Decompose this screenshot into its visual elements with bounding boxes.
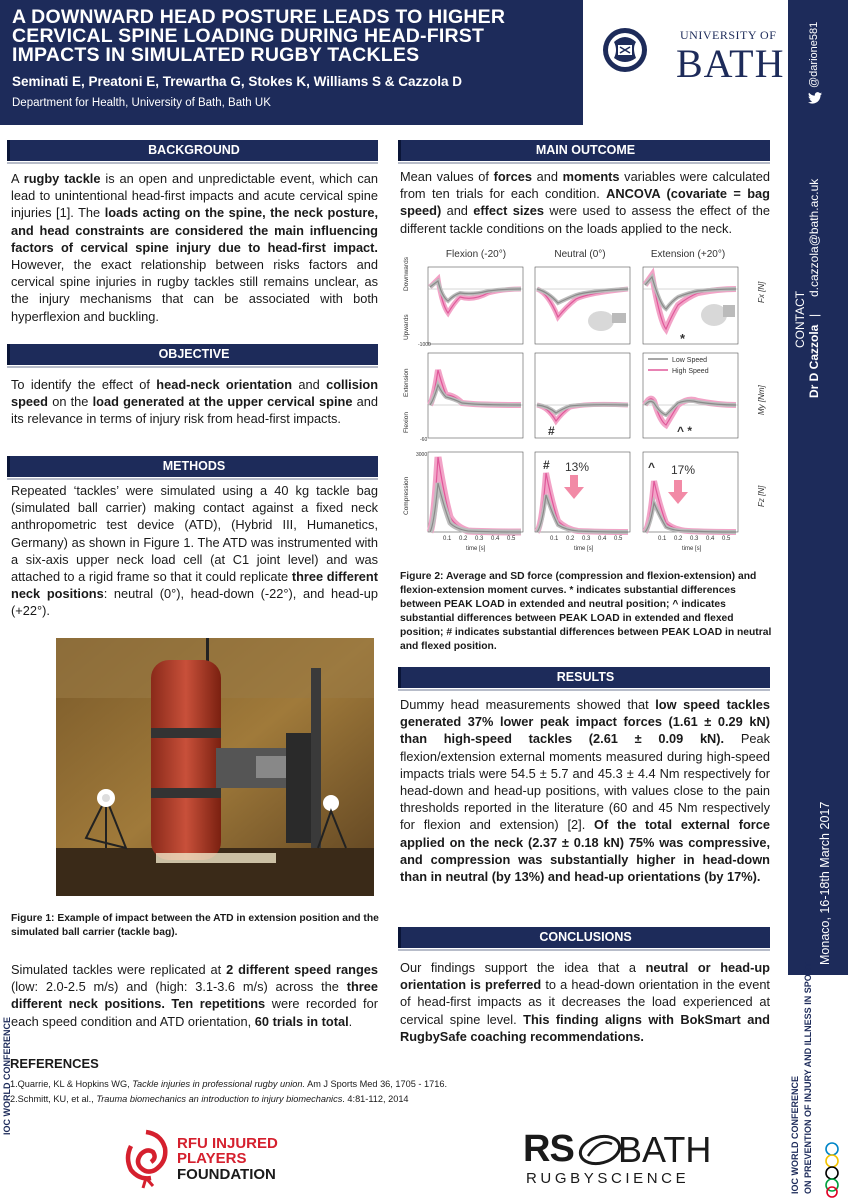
row2-quantity-label: My [Nm]: [757, 385, 766, 415]
svg-text:0.4: 0.4: [706, 536, 715, 542]
twitter-handle[interactable]: @darione581: [808, 21, 820, 88]
methods-text-2: Simulated tackles were replicated at 2 different speed ranges (low: 2.0-2.5 m/s) and (high: 3.1-3.6 m/s) across the three different neck positions. Ten repetitions were recorded for each speed condition and ATD orientation, 60 trials in total.: [11, 962, 378, 1029]
reference-2: 2.Schmitt, KU, et al., Trauma biomechanics an introduction to injury biomechanics. 4:81-112, 2014: [10, 1094, 409, 1104]
mark-hash-neutral: #: [548, 424, 555, 438]
legend: [648, 357, 709, 375]
event-date: Monaco, 16-18th March 2017: [818, 801, 832, 965]
row3-label-compression: Compression: [403, 476, 410, 515]
reference-1: 1.Quarrie, KL & Hopkins WG, Tackle injuries in professional rugby union. Am J Sports Med 36, 1705 - 1716.: [10, 1079, 447, 1089]
mark-caret: ^: [648, 460, 656, 474]
contact-sideband: [788, 0, 848, 975]
title-line-3: IMPACTS IN SIMULATED RUGBY TACKLES: [12, 44, 420, 66]
row3-quantity-label: Fz [N]: [757, 485, 766, 507]
row-fx-panels: [428, 267, 738, 346]
section-header-results: RESULTS: [398, 667, 770, 688]
svg-text:0.1: 0.1: [550, 536, 559, 542]
figure-2-caption: Figure 2: Average and SD force (compression and flexion-extension) and flexion-extension moment curves. * indicates substantial differences between PEAK LOAD in extended and neutral position; ^ indicates substantial differences between PEAK LOAD in extended and flexed position; # indicates substantial differences between PEAK LOAD in neutral and flexed position.: [400, 571, 772, 652]
svg-text:0.4: 0.4: [491, 536, 500, 542]
svg-text:0.3: 0.3: [690, 536, 699, 542]
column-title-flexion: Flexion (-20°): [445, 249, 507, 260]
row3-tick-top: 3000: [416, 452, 428, 458]
mark-hash-fz: #: [543, 458, 550, 472]
row1-tick-bottom: -1000: [418, 342, 431, 348]
x-axis-label-3: time [s]: [682, 546, 702, 552]
objective-text: To identify the effect of head-neck orientation and collision speed on the load generated at the upper cervical spine and its relevance in terms of injury risk from head-first impacts.: [11, 377, 379, 427]
poster-title: [12, 8, 571, 65]
svg-text:0.3: 0.3: [475, 536, 484, 542]
mark-caret-star: ^ *: [677, 424, 693, 438]
legend-high-speed: High Speed: [672, 368, 709, 375]
figure-1-photo: [56, 638, 374, 896]
section-header-main-outcome: MAIN OUTCOME: [398, 140, 770, 161]
section-header-objective: OBJECTIVE: [7, 344, 378, 365]
main-outcome-text: Mean values of forces and moments variables were calculated from ten trials for each condition. ANCOVA (covariate = bag speed) and effect sizes were used to assess the effect of the different tackle conditions on the loads applied to the neck.: [400, 169, 771, 236]
conference-line-1: IOC WORLD CONFERENCE: [2, 1017, 12, 1135]
pct-extension: 17%: [671, 463, 696, 477]
section-header-conclusions: CONCLUSIONS: [398, 927, 770, 948]
svg-text:0.5: 0.5: [507, 536, 516, 542]
contact-label: CONTACT: [793, 290, 807, 348]
title-line-1: A DOWNWARD HEAD POSTURE LEADS TO HIGHER: [12, 6, 506, 28]
row2-label-extension: Extension: [403, 368, 410, 397]
rfu-rose-icon: [121, 1128, 171, 1190]
methods-text: Repeated ‘tackles’ were simulated using a 40 kg tackle bag (simulated ball carrier) making contact against a fixed neck anthropometric test device (ATD), (Hybrid III, Humanetics, Germany) as shown in Figure 1. The ATD was instrumented with a six-axis upper neck load cell (at C1 joint level) and was attached to a rigid frame so that it could replicate three different neck positions: neutral (0°), head-down (-22°), and head-up (+22°).: [11, 483, 378, 619]
row1-label-upwards: Upwards: [403, 314, 410, 340]
svg-text:0.5: 0.5: [614, 536, 623, 542]
background-text: A rugby tackle is an open and unpredictable event, which can lead to unintentional head-first impacts and acute cervical spine injuries [1]. The loads acting on the spine, the neck posture, and head constraints are considered the main influencing factors of cervical spine injury due to head-first impact. However, the exact relationship between risks factors and cervical spine injuries in rugby tackles still remains unclear, as the injury mechanisms that can be associated with both hyperflexion and buckling.: [11, 171, 379, 324]
row2-label-flexion: Flexion: [403, 412, 410, 433]
rugby-ball-icon: [578, 1134, 623, 1166]
rs-logo-letters: RS: [523, 1128, 574, 1170]
title-line-2: CERVICAL SPINE LOADING DURING HEAD-FIRST: [12, 25, 485, 47]
rs-logo-subtitle: RUGBYSCIENCE: [526, 1170, 690, 1187]
svg-text:0.3: 0.3: [582, 536, 591, 542]
arrow-down-icon: [564, 475, 584, 499]
pct-neutral: 13%: [565, 460, 590, 474]
conclusions-text: Our findings support the idea that a neutral or head-up orientation is preferred to a head-down orientation in the event of head-first impacts as it decreases the load experienced at cervical spine level. This finding aligns with BokSmart and RugbySafe coaching recommendations.: [400, 960, 770, 1044]
conference-title-2: ON PREVENTION OF INJURY AND ILLNESS IN SPORT: [803, 962, 813, 1194]
row-fz-panels: [428, 452, 738, 532]
svg-text:0.4: 0.4: [598, 536, 607, 542]
bath-wordmark: BATH: [676, 41, 785, 86]
column-title-neutral: Neutral (0°): [554, 249, 606, 260]
figure-1-caption: Figure 1: Example of impact between the ATD in extension position and the simulated ball carrier (tackle bag).: [11, 913, 379, 938]
row-my-panels: [428, 353, 738, 438]
svg-text:0.2: 0.2: [566, 536, 575, 542]
svg-text:0.1: 0.1: [443, 536, 452, 542]
rfu-text-2: PLAYERS: [177, 1150, 247, 1167]
university-of-label: UNIVERSITY OF: [680, 28, 777, 42]
references-title: REFERENCES: [10, 1056, 99, 1071]
poster-header: [0, 0, 583, 125]
results-text: Dummy head measurements showed that low speed tackles generated 37% lower peak impact forces (1.61 ± 0.29 kN) than high-speed tackles (2.61 ± 0.09 kN). Peak flexion/extension external moments measured during high-speed impacts trials were 54.5 ± 5.7 and 45.3 ± 4.4 Nm respectively for head-down and head-up positions, with values close to the pain thresholds reported in the literature (60 and 45 Nm respectively for flexion and extension) [2]. Of the total external force applied on the neck (2.37 ± 0.18 kN) 75% was compressive, and compression was substantially higher in head-down than in neutral (by 13%) and head-up orientations (by 17%).: [400, 697, 771, 885]
rfu-text-3: FOUNDATION: [177, 1166, 276, 1183]
contact-email[interactable]: d.cazzola@bath.ac.uk: [807, 178, 821, 297]
twitter-icon: [808, 92, 822, 104]
contact-separator: |: [807, 313, 821, 317]
section-header-methods: METHODS: [7, 456, 378, 477]
svg-text:0.5: 0.5: [722, 536, 731, 542]
svg-text:0.2: 0.2: [459, 536, 468, 542]
mark-star: *: [680, 331, 686, 346]
authors: Seminati E, Preatoni E, Trewartha G, Stokes K, Williams S & Cazzola D: [12, 74, 463, 89]
figure-2-curves: [398, 245, 780, 561]
row1-quantity-label: Fx [N]: [757, 281, 766, 303]
rs-logo-bath: BATH: [618, 1129, 712, 1170]
arrow-down-icon: [668, 480, 688, 504]
row1-label-downwards: Downwards: [403, 257, 410, 291]
section-header-background: BACKGROUND: [7, 140, 378, 161]
conference-title-1: IOC WORLD CONFERENCE: [790, 1076, 800, 1194]
svg-text:0.2: 0.2: [674, 536, 683, 542]
legend-low-speed: Low Speed: [672, 357, 708, 364]
row2-tick-bottom: -60: [420, 437, 428, 443]
affiliation: Department for Health, University of Bath, Bath UK: [12, 97, 271, 109]
rfu-text-1: RFU INJURED: [177, 1135, 278, 1152]
x-axis-label-2: time [s]: [574, 546, 594, 552]
svg-text:0.1: 0.1: [658, 536, 667, 542]
column-title-extension: Extension (+20°): [650, 249, 726, 260]
olympic-rings-icon: [818, 1140, 846, 1198]
contact-name: Dr D Cazzola: [807, 324, 821, 398]
x-axis-label-1: time [s]: [466, 546, 486, 552]
